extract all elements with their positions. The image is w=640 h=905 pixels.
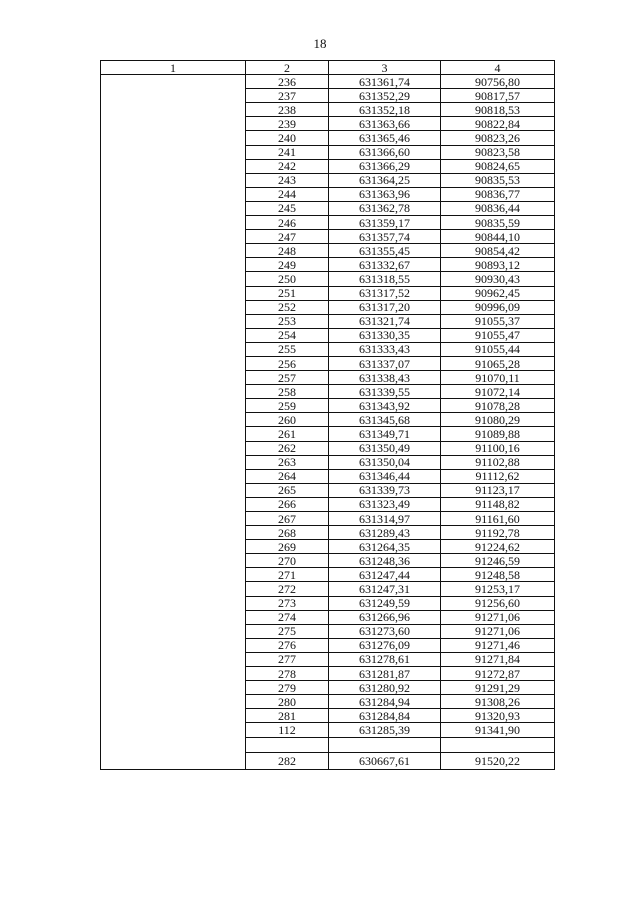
y-coordinate-cell: 91256,60 (441, 596, 555, 610)
y-coordinate-cell: 90756,80 (441, 75, 555, 89)
x-coordinate-cell: 631338,43 (329, 371, 441, 385)
y-coordinate-cell: 91272,87 (441, 667, 555, 681)
x-coordinate-cell: 631365,46 (329, 131, 441, 145)
y-coordinate-cell: 91271,46 (441, 638, 555, 652)
y-coordinate-cell: 91102,88 (441, 455, 555, 469)
point-number-cell: 272 (246, 582, 329, 596)
point-number-cell: 261 (246, 427, 329, 441)
point-number-cell: 249 (246, 258, 329, 272)
point-number-cell: 252 (246, 300, 329, 314)
point-number-cell: 258 (246, 385, 329, 399)
y-coordinate-cell: 90930,43 (441, 272, 555, 286)
x-coordinate-cell: 631264,35 (329, 540, 441, 554)
x-coordinate-cell: 631350,04 (329, 455, 441, 469)
point-number-cell: 248 (246, 244, 329, 258)
point-number-cell: 276 (246, 638, 329, 652)
x-coordinate-cell: 631332,67 (329, 258, 441, 272)
y-coordinate-cell: 91520,22 (441, 752, 555, 769)
y-coordinate-cell: 90822,84 (441, 117, 555, 131)
x-coordinate-cell: 631321,74 (329, 314, 441, 328)
y-coordinate-cell: 91055,37 (441, 314, 555, 328)
y-coordinate-cell: 91080,29 (441, 413, 555, 427)
point-number-cell: 243 (246, 173, 329, 187)
point-number-cell: 242 (246, 159, 329, 173)
point-number-cell: 273 (246, 596, 329, 610)
x-coordinate-cell: 631346,44 (329, 469, 441, 483)
x-coordinate-cell: 631363,66 (329, 117, 441, 131)
table-body (101, 75, 555, 769)
x-coordinate-cell: 631352,18 (329, 103, 441, 117)
x-coordinate-cell: 631317,52 (329, 286, 441, 300)
point-number-cell: 241 (246, 145, 329, 159)
x-coordinate-cell: 631350,49 (329, 441, 441, 455)
y-coordinate-cell: 91148,82 (441, 497, 555, 511)
x-coordinate-cell: 631276,09 (329, 638, 441, 652)
y-coordinate-cell: 91089,88 (441, 427, 555, 441)
x-coordinate-cell: 631359,17 (329, 216, 441, 230)
y-coordinate-cell: 91253,17 (441, 582, 555, 596)
x-coordinate-cell: 631337,07 (329, 356, 441, 370)
y-coordinate-cell: 90835,59 (441, 216, 555, 230)
y-coordinate-cell: 91291,29 (441, 681, 555, 695)
y-coordinate-cell: 90835,53 (441, 173, 555, 187)
point-number-cell: 244 (246, 187, 329, 201)
x-coordinate-cell: 631248,36 (329, 554, 441, 568)
y-coordinate-cell: 91072,14 (441, 385, 555, 399)
point-number-cell: 112 (246, 723, 329, 737)
x-coordinate-cell: 631363,96 (329, 187, 441, 201)
y-coordinate-cell: 90817,57 (441, 89, 555, 103)
y-coordinate-cell: 90893,12 (441, 258, 555, 272)
point-number-cell: 256 (246, 356, 329, 370)
point-number-cell: 237 (246, 89, 329, 103)
x-coordinate-cell: 631352,29 (329, 89, 441, 103)
y-coordinate-cell: 90854,42 (441, 244, 555, 258)
x-coordinate-cell: 631357,74 (329, 230, 441, 244)
x-coordinate-cell: 631349,71 (329, 427, 441, 441)
point-number-cell: 236 (246, 75, 329, 89)
point-number-cell: 260 (246, 413, 329, 427)
x-coordinate-cell: 631339,73 (329, 483, 441, 497)
point-number-cell: 277 (246, 652, 329, 666)
y-coordinate-cell: 90962,45 (441, 286, 555, 300)
empty-cell (246, 737, 329, 752)
x-coordinate-cell: 631289,43 (329, 526, 441, 540)
y-coordinate-cell: 90836,44 (441, 201, 555, 215)
y-coordinate-cell: 91161,60 (441, 512, 555, 526)
x-coordinate-cell: 631366,60 (329, 145, 441, 159)
table-row (101, 75, 555, 89)
table-header-row (101, 61, 555, 75)
x-coordinate-cell: 631281,87 (329, 667, 441, 681)
y-coordinate-cell: 90996,09 (441, 300, 555, 314)
point-number-cell: 263 (246, 455, 329, 469)
x-coordinate-cell: 631366,29 (329, 159, 441, 173)
point-number-cell: 279 (246, 681, 329, 695)
point-number-cell: 257 (246, 371, 329, 385)
page-number: 18 (313, 36, 327, 51)
y-coordinate-cell: 90818,53 (441, 103, 555, 117)
point-number-cell: 245 (246, 201, 329, 215)
y-coordinate-cell: 91246,59 (441, 554, 555, 568)
y-coordinate-cell: 91320,93 (441, 709, 555, 723)
x-coordinate-cell: 631355,45 (329, 244, 441, 258)
point-number-cell: 238 (246, 103, 329, 117)
x-coordinate-cell: 631273,60 (329, 624, 441, 638)
point-number-cell: 253 (246, 314, 329, 328)
y-coordinate-cell: 91271,06 (441, 610, 555, 624)
point-number-cell: 282 (246, 752, 329, 769)
x-coordinate-cell: 631249,59 (329, 596, 441, 610)
x-coordinate-cell: 631364,25 (329, 173, 441, 187)
y-coordinate-cell: 91341,90 (441, 723, 555, 737)
y-coordinate-cell: 91224,62 (441, 540, 555, 554)
y-coordinate-cell: 91070,11 (441, 371, 555, 385)
x-coordinate-cell: 631285,39 (329, 723, 441, 737)
x-coordinate-cell: 631314,97 (329, 512, 441, 526)
empty-cell (329, 737, 441, 752)
point-number-cell: 270 (246, 554, 329, 568)
point-number-cell: 280 (246, 695, 329, 709)
point-number-cell: 274 (246, 610, 329, 624)
coordinates-table (100, 60, 555, 770)
header-col-2: 2 (246, 61, 329, 75)
point-number-cell: 275 (246, 624, 329, 638)
x-coordinate-cell: 631345,68 (329, 413, 441, 427)
y-coordinate-cell: 90844,10 (441, 230, 555, 244)
y-coordinate-cell: 91065,28 (441, 356, 555, 370)
point-number-cell: 254 (246, 328, 329, 342)
y-coordinate-cell: 91100,16 (441, 441, 555, 455)
y-coordinate-cell: 91112,62 (441, 469, 555, 483)
point-number-cell: 251 (246, 286, 329, 300)
x-coordinate-cell: 631317,20 (329, 300, 441, 314)
header-col-1: 1 (101, 61, 246, 75)
y-coordinate-cell: 91123,17 (441, 483, 555, 497)
y-coordinate-cell: 91248,58 (441, 568, 555, 582)
point-number-cell: 264 (246, 469, 329, 483)
y-coordinate-cell: 91271,06 (441, 624, 555, 638)
point-number-cell: 239 (246, 117, 329, 131)
x-coordinate-cell: 630667,61 (329, 752, 441, 769)
x-coordinate-cell: 631343,92 (329, 399, 441, 413)
x-coordinate-cell: 631280,92 (329, 681, 441, 695)
x-coordinate-cell: 631284,94 (329, 695, 441, 709)
y-coordinate-cell: 90836,77 (441, 187, 555, 201)
point-number-cell: 281 (246, 709, 329, 723)
point-number-cell: 271 (246, 568, 329, 582)
x-coordinate-cell: 631247,31 (329, 582, 441, 596)
x-coordinate-cell: 631362,78 (329, 201, 441, 215)
point-number-cell: 265 (246, 483, 329, 497)
point-number-cell: 240 (246, 131, 329, 145)
empty-cell (441, 737, 555, 752)
x-coordinate-cell: 631278,61 (329, 652, 441, 666)
point-number-cell: 278 (246, 667, 329, 681)
y-coordinate-cell: 91308,26 (441, 695, 555, 709)
x-coordinate-cell: 631333,43 (329, 342, 441, 356)
point-number-cell: 268 (246, 526, 329, 540)
column-1-merged-cell (101, 75, 246, 769)
x-coordinate-cell: 631330,35 (329, 328, 441, 342)
point-number-cell: 269 (246, 540, 329, 554)
x-coordinate-cell: 631339,55 (329, 385, 441, 399)
point-number-cell: 259 (246, 399, 329, 413)
header-col-4: 4 (441, 61, 555, 75)
point-number-cell: 255 (246, 342, 329, 356)
x-coordinate-cell: 631318,55 (329, 272, 441, 286)
y-coordinate-cell: 90823,58 (441, 145, 555, 159)
y-coordinate-cell: 91055,44 (441, 342, 555, 356)
header-col-3: 3 (329, 61, 441, 75)
x-coordinate-cell: 631361,74 (329, 75, 441, 89)
x-coordinate-cell: 631323,49 (329, 497, 441, 511)
point-number-cell: 262 (246, 441, 329, 455)
y-coordinate-cell: 91078,28 (441, 399, 555, 413)
x-coordinate-cell: 631266,96 (329, 610, 441, 624)
point-number-cell: 267 (246, 512, 329, 526)
y-coordinate-cell: 91271,84 (441, 652, 555, 666)
point-number-cell: 250 (246, 272, 329, 286)
point-number-cell: 246 (246, 216, 329, 230)
y-coordinate-cell: 90824,65 (441, 159, 555, 173)
point-number-cell: 247 (246, 230, 329, 244)
y-coordinate-cell: 91192,78 (441, 526, 555, 540)
point-number-cell: 266 (246, 497, 329, 511)
x-coordinate-cell: 631284,84 (329, 709, 441, 723)
y-coordinate-cell: 91055,47 (441, 328, 555, 342)
x-coordinate-cell: 631247,44 (329, 568, 441, 582)
y-coordinate-cell: 90823,26 (441, 131, 555, 145)
